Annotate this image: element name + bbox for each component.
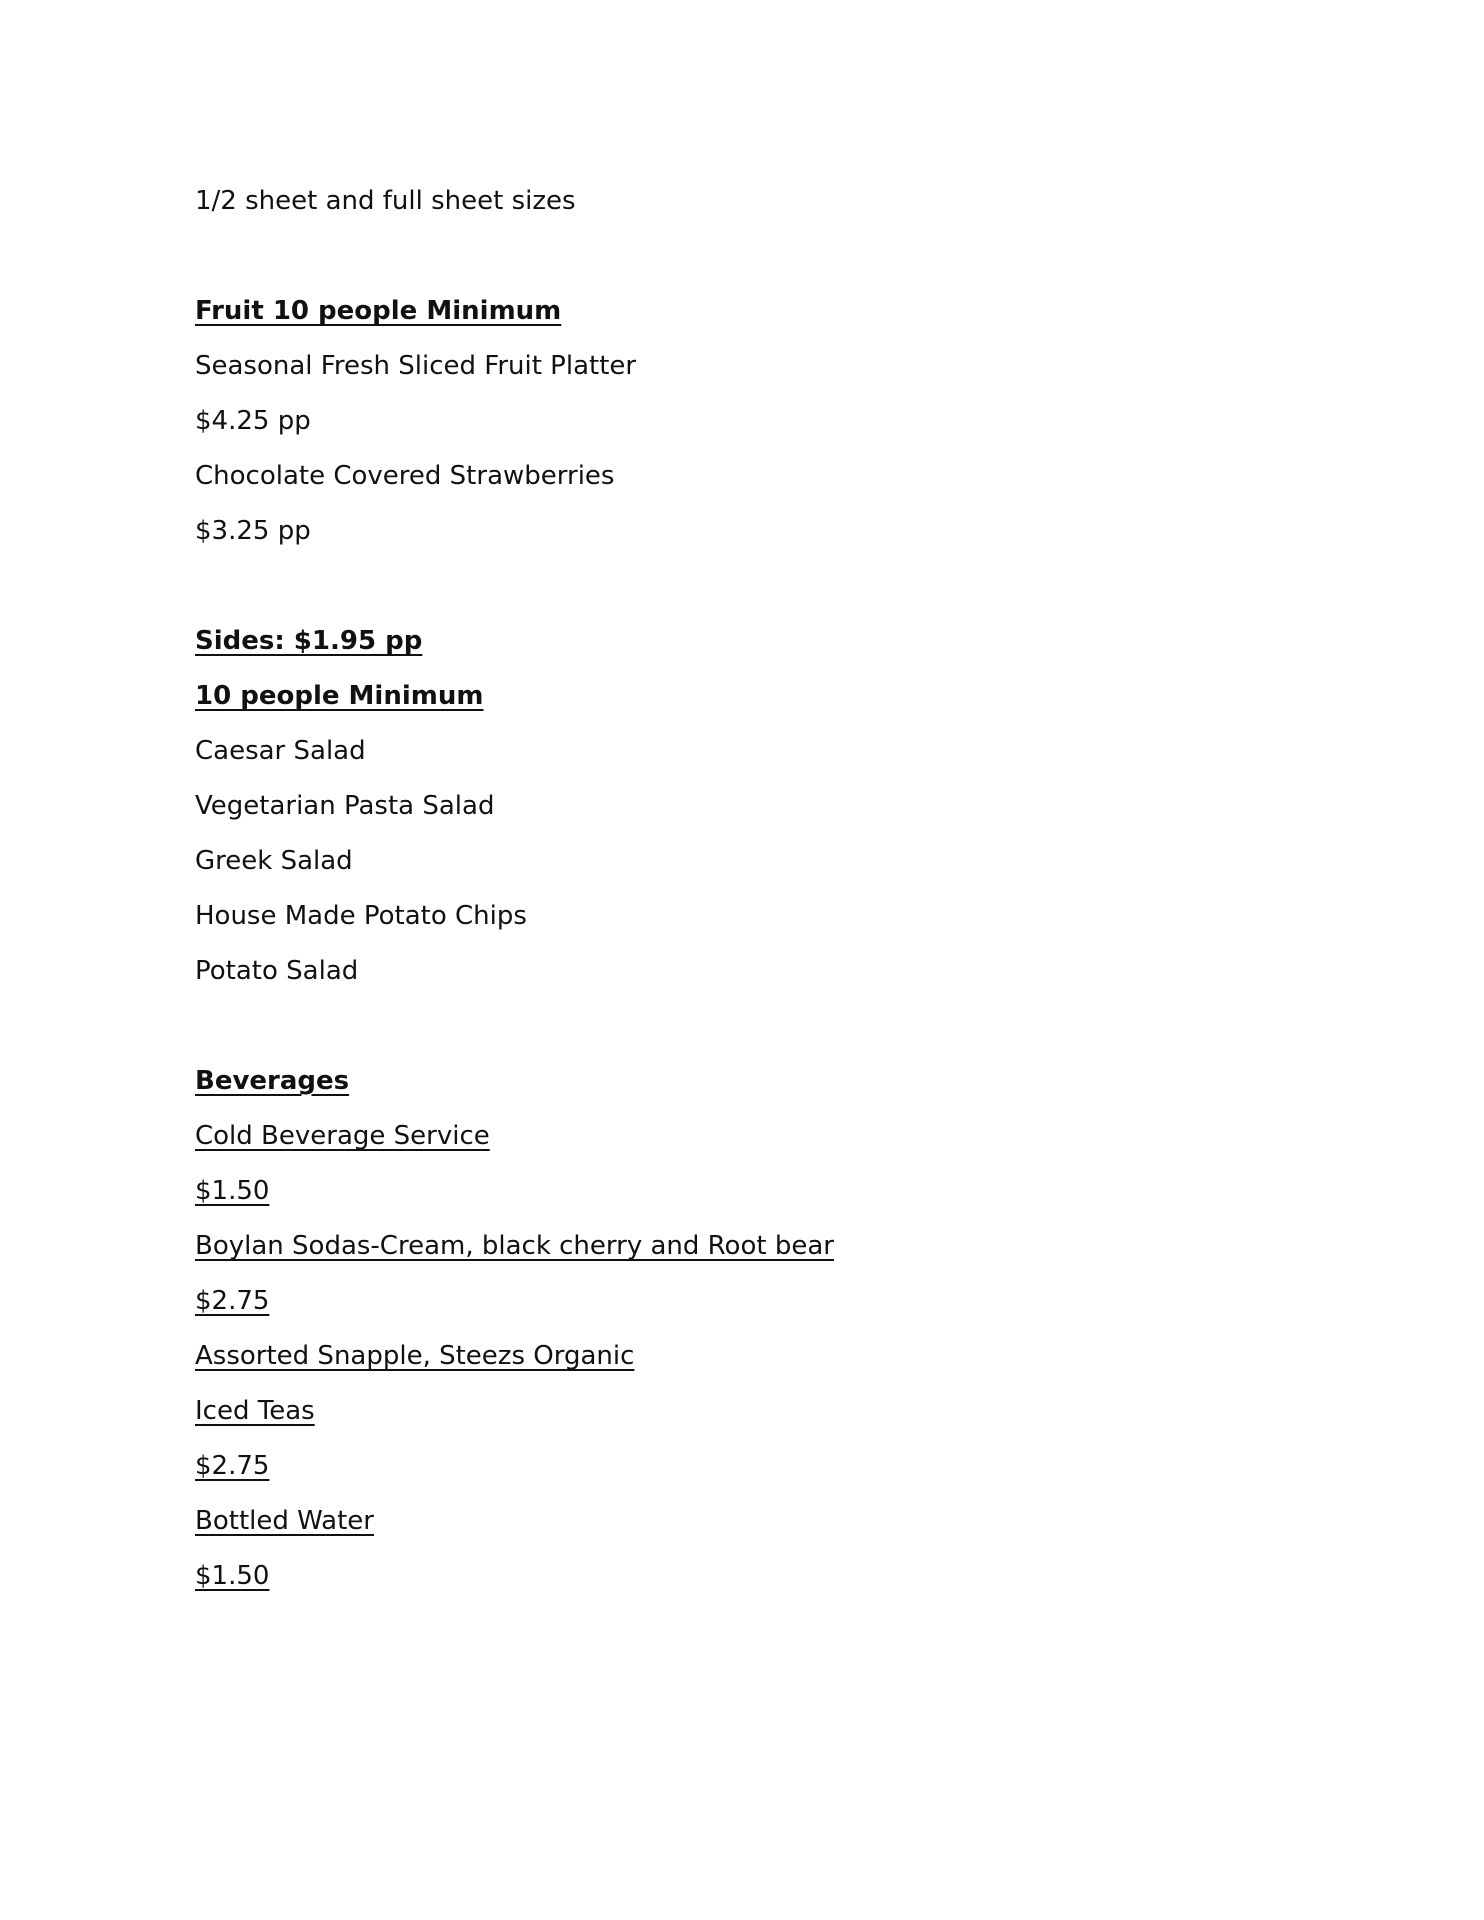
spacer — [195, 559, 1295, 614]
beverage-item-name: Boylan Sodas-Cream, black cherry and Root bear — [195, 1231, 834, 1261]
beverage-item-name: Bottled Water — [195, 1506, 374, 1536]
spacer — [195, 999, 1295, 1054]
sides-item: Potato Salad — [195, 956, 359, 986]
menu-content — [195, 174, 1295, 1604]
beverage-item-name: Cold Beverage Service — [195, 1121, 490, 1151]
sides-item: Vegetarian Pasta Salad — [195, 791, 495, 821]
sides-item: Caesar Salad — [195, 736, 366, 766]
sides-subheading: 10 people Minimum — [195, 681, 484, 711]
beverage-item-name: Assorted Snapple, Steezs Organic — [195, 1341, 635, 1371]
fruit-item-price: $3.25 pp — [195, 516, 311, 546]
sides-heading: Sides: $1.95 pp — [195, 626, 423, 656]
beverage-item-price: $2.75 — [195, 1286, 270, 1316]
beverage-item-price: $1.50 — [195, 1561, 270, 1591]
beverage-item-price: $1.50 — [195, 1176, 270, 1206]
fruit-item-name: Chocolate Covered Strawberries — [195, 461, 615, 491]
sides-item: House Made Potato Chips — [195, 901, 527, 931]
beverages-heading: Beverages — [195, 1066, 350, 1096]
sides-item: Greek Salad — [195, 846, 353, 876]
beverage-item-price: $2.75 — [195, 1451, 270, 1481]
beverage-item-name: Iced Teas — [195, 1396, 315, 1426]
fruit-item-price: $4.25 pp — [195, 406, 311, 436]
fruit-heading: Fruit 10 people Minimum — [195, 296, 562, 326]
spacer — [195, 229, 1295, 284]
intro-text: 1/2 sheet and full sheet sizes — [195, 186, 576, 216]
fruit-item-name: Seasonal Fresh Sliced Fruit Platter — [195, 351, 637, 381]
